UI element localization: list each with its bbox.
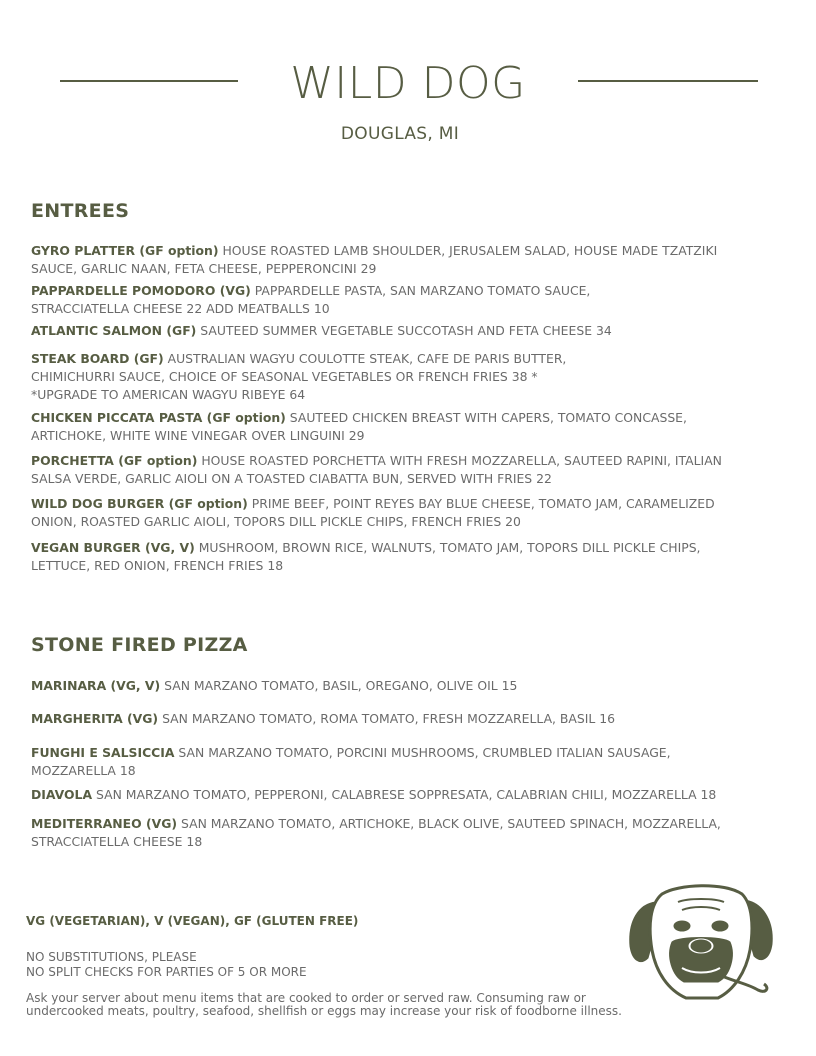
menu-item — [31, 350, 791, 404]
menu-item-desc: PAPPARDELLE PASTA, SAN MARZANO TOMATO SAUCE, STRACCIATELLA CHEESE 22 ADD MEATBALLS 10 — [31, 283, 591, 316]
menu-item-desc: MUSHROOM, BROWN RICE, WALNUTS, TOMATO JAM, TOPORS DILL PICKLE CHIPS, LETTUCE, RED ONION, FRENCH FRIES 18 — [31, 540, 701, 573]
menu-item-name: MARINARA (VG, V) — [31, 678, 161, 693]
menu-item-desc: SAUTEED CHICKEN BREAST WITH CAPERS, TOMATO CONCASSE, ARTICHOKE, WHITE WINE VINEGAR OVER LINGUINI 29 — [31, 410, 687, 443]
menu-item-desc: PRIME BEEF, POINT REYES BAY BLUE CHEESE, TOMATO JAM, CARAMELIZED ONION, ROASTED GARLIC AIOLI, TOPORS DILL PICKLE CHIPS, FRENCH FRIES 20 — [31, 496, 715, 529]
menu-item — [31, 322, 791, 340]
menu-item-name: STEAK BOARD (GF) — [31, 351, 164, 366]
menu-item-name: PORCHETTA (GF option) — [31, 453, 198, 468]
menu-item-desc: SAN MARZANO TOMATO, BASIL, OREGANO, OLIVE OIL 15 — [164, 678, 518, 693]
restaurant-name: WILD DOG — [290, 58, 526, 109]
menu-item-name: PAPPARDELLE POMODORO (VG) — [31, 283, 251, 298]
menu-item-name: VEGAN BURGER (VG, V) — [31, 540, 195, 555]
menu-item-name: DIAVOLA — [31, 787, 93, 802]
menu-item-desc: HOUSE ROASTED PORCHETTA WITH FRESH MOZZARELLA, SAUTEED RAPINI, ITALIAN SALSA VERDE, GARLIC AIOLI ON A TOASTED CIABATTA BUN, SERVED WITH FRIES 22 — [31, 453, 722, 486]
menu-item-desc: SAN MARZANO TOMATO, PEPPERONI, CALABRESE SOPPRESATA, CALABRIAN CHILI, MOZZARELLA 18 — [96, 787, 717, 802]
title-rule-right — [578, 80, 758, 82]
menu-item — [31, 452, 791, 488]
note-split-checks: NO SPLIT CHECKS FOR PARTIES OF 5 OR MORE — [26, 965, 307, 979]
dog-head-icon — [626, 880, 776, 1005]
menu-item — [31, 242, 791, 278]
menu-item — [31, 677, 791, 695]
menu-item — [31, 744, 791, 780]
menu-item — [31, 710, 791, 728]
menu-item-desc: SAUTEED SUMMER VEGETABLE SUCCOTASH AND FETA CHEESE 34 — [200, 323, 612, 338]
menu-item — [31, 282, 791, 318]
menu-item-desc: AUSTRALIAN WAGYU COULOTTE STEAK, CAFE DE PARIS BUTTER, CHIMICHURRI SAUCE, CHOICE OF SEASONAL VEGETABLES OR FRENCH FRIES 38 * *UPGRADE TO AMERICAN WAGYU RIBEYE 64 — [31, 351, 567, 402]
menu-item-desc: SAN MARZANO TOMATO, ROMA TOMATO, FRESH MOZZARELLA, BASIL 16 — [162, 711, 616, 726]
menu-item — [31, 495, 791, 531]
menu-item-name: CHICKEN PICCATA PASTA (GF option) — [31, 410, 286, 425]
menu-item — [31, 539, 791, 575]
menu-item-desc: HOUSE ROASTED LAMB SHOULDER, JERUSALEM SALAD, HOUSE MADE TZATZIKI SAUCE, GARLIC NAAN, FETA CHEESE, PEPPERONCINI 29 — [31, 243, 718, 276]
menu-item-name: GYRO PLATTER (GF option) — [31, 243, 219, 258]
section-title-entrees: ENTREES — [31, 200, 130, 222]
food-safety-disclaimer: Ask your server about menu items that are cooked to order or served raw. Consuming raw or undercooked meats, poultry, seafood, shellfish or eggs may increase your risk of foodborne illness. — [26, 991, 622, 1018]
menu-item-desc: SAN MARZANO TOMATO, ARTICHOKE, BLACK OLIVE, SAUTEED SPINACH, MOZZARELLA, STRACCIATELLA CHEESE 18 — [31, 816, 721, 849]
menu-item-name: MARGHERITA (VG) — [31, 711, 159, 726]
menu-item-name: MEDITERRANEO (VG) — [31, 816, 178, 831]
note-substitutions: NO SUBSTITUTIONS, PLEASE — [26, 950, 197, 964]
menu-item — [31, 815, 791, 851]
menu-item — [31, 409, 791, 445]
menu-item-name: WILD DOG BURGER (GF option) — [31, 496, 248, 511]
menu-item — [31, 786, 801, 804]
restaurant-location: DOUGLAS, MI — [340, 124, 460, 144]
dietary-legend: VG (VEGETARIAN), V (VEGAN), GF (GLUTEN FREE) — [26, 914, 359, 928]
section-title-pizza: STONE FIRED PIZZA — [31, 634, 248, 656]
menu-item-name: ATLANTIC SALMON (GF) — [31, 323, 197, 338]
menu-item-name: FUNGHI E SALSICCIA — [31, 745, 175, 760]
menu-item-desc: SAN MARZANO TOMATO, PORCINI MUSHROOMS, CRUMBLED ITALIAN SAUSAGE, MOZZARELLA 18 — [31, 745, 671, 778]
policy-notes — [26, 950, 307, 980]
